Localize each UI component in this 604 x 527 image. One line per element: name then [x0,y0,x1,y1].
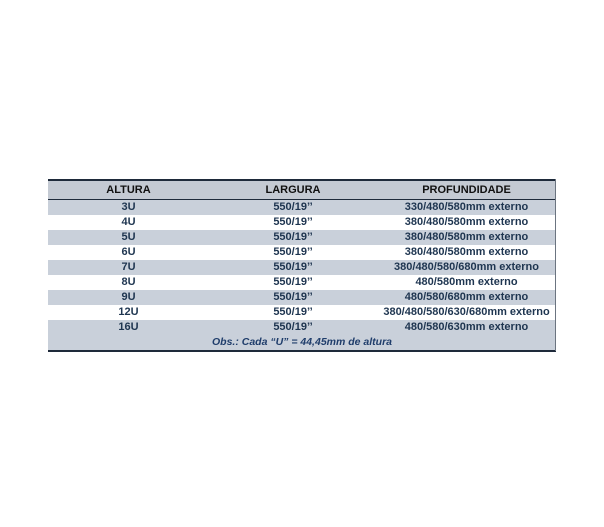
table-row [48,260,556,275]
cell-altura: 7U [48,260,209,275]
spec-table-container [48,179,556,349]
table-row [48,275,556,290]
cell-largura: 550/19’’ [209,260,377,275]
cell-altura: 6U [48,245,209,260]
cell-profundidade: 480/580/630mm externo [377,320,556,335]
cell-largura: 550/19’’ [209,230,377,245]
table-header-row [48,180,556,200]
table-row [48,290,556,305]
cell-altura: 5U [48,230,209,245]
cell-altura: 4U [48,215,209,230]
cell-profundidade: 480/580/680mm externo [377,290,556,305]
table-note-row [48,335,556,351]
cell-largura: 550/19’’ [209,200,377,216]
cell-profundidade: 380/480/580mm externo [377,230,556,245]
cell-profundidade: 330/480/580mm externo [377,200,556,216]
cell-largura: 550/19’’ [209,290,377,305]
cell-profundidade: 380/480/580mm externo [377,245,556,260]
cell-largura: 550/19’’ [209,305,377,320]
table-note: Obs.: Cada “U” = 44,45mm de altura [48,335,556,351]
header-profundidade: PROFUNDIDADE [377,180,556,200]
cell-altura: 9U [48,290,209,305]
table-row [48,320,556,335]
cell-altura: 12U [48,305,209,320]
table-row [48,305,556,320]
cell-altura: 3U [48,200,209,216]
cell-profundidade: 480/580mm externo [377,275,556,290]
cell-profundidade: 380/480/580/630/680mm externo [377,305,556,320]
rack-dimensions-table [48,179,556,352]
table-row [48,200,556,216]
cell-largura: 550/19’’ [209,215,377,230]
cell-profundidade: 380/480/580mm externo [377,215,556,230]
table-row [48,245,556,260]
table-right-border [555,179,556,351]
table-row [48,215,556,230]
cell-altura: 8U [48,275,209,290]
table-row [48,230,556,245]
cell-profundidade: 380/480/580/680mm externo [377,260,556,275]
cell-largura: 550/19’’ [209,275,377,290]
cell-largura: 550/19’’ [209,245,377,260]
cell-largura: 550/19’’ [209,320,377,335]
cell-altura: 16U [48,320,209,335]
header-altura: ALTURA [48,180,209,200]
header-largura: LARGURA [209,180,377,200]
